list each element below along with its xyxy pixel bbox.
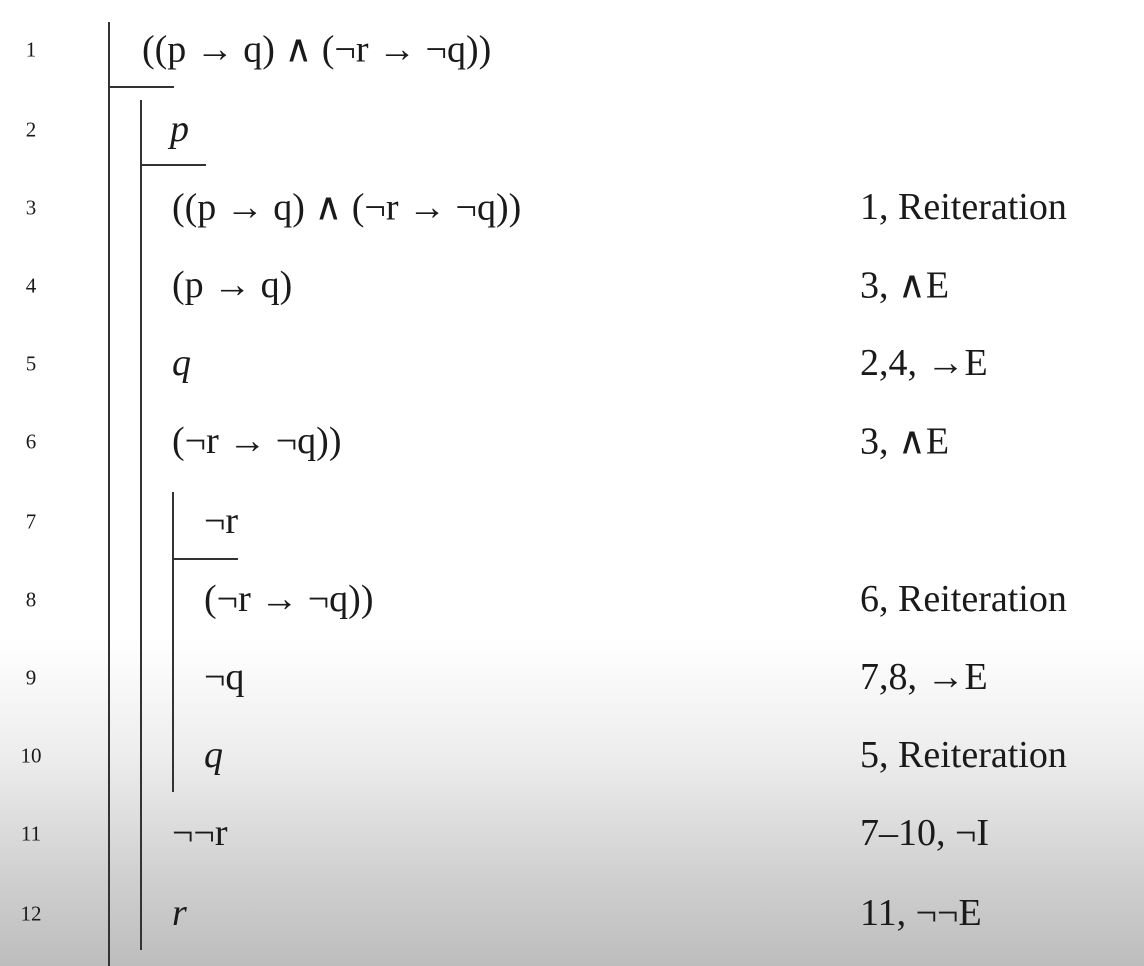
formula: r (172, 892, 187, 935)
assumption-not-r-underline (172, 558, 238, 560)
line-number: 2 (25, 117, 37, 142)
formula: ¬r (204, 500, 239, 543)
line-number: 5 (25, 351, 37, 376)
proof-line-6 (0, 412, 1144, 472)
formula: p (170, 108, 189, 151)
formula: q (204, 734, 223, 777)
proof-line-12 (0, 884, 1144, 944)
proof-line-11 (0, 804, 1144, 864)
justification: 3, ∧E (860, 420, 950, 463)
justification: 7–10, ¬I (860, 812, 990, 855)
assumption-p-underline (140, 164, 206, 166)
formula: ((p → q) ∧ (¬r → ¬q)) (172, 186, 522, 229)
line-number: 8 (25, 587, 37, 612)
justification: 5, Reiteration (860, 734, 1067, 777)
proof-line-10 (0, 726, 1144, 786)
premise-underline (108, 86, 174, 88)
proof-line-4 (0, 256, 1144, 316)
proof-line-7 (0, 492, 1144, 552)
formula: ¬¬r (172, 812, 228, 855)
justification: 1, Reiteration (860, 186, 1067, 229)
line-number: 10 (20, 743, 42, 768)
justification: 11, ¬¬E (860, 892, 982, 935)
line-number: 1 (25, 37, 37, 62)
line-number: 9 (25, 665, 37, 690)
formula: (p → q) (172, 264, 293, 307)
justification: 6, Reiteration (860, 578, 1067, 621)
formula: (¬r → ¬q)) (204, 578, 374, 621)
formula: ((p → q) ∧ (¬r → ¬q)) (142, 28, 492, 71)
formula: (¬r → ¬q)) (172, 420, 342, 463)
justification: 2,4, →E (860, 342, 988, 385)
justification: 7,8, →E (860, 656, 988, 699)
proof-line-9 (0, 648, 1144, 708)
line-number: 12 (20, 901, 42, 926)
formula: ¬q (204, 656, 245, 699)
proof-line-8 (0, 570, 1144, 630)
proof-line-5 (0, 334, 1144, 394)
proof-line-2 (0, 100, 1144, 160)
line-number: 7 (25, 509, 37, 534)
line-number: 11 (20, 821, 42, 846)
line-number: 3 (25, 195, 37, 220)
justification: 3, ∧E (860, 264, 950, 307)
proof-line-3 (0, 178, 1144, 238)
line-number: 6 (25, 429, 37, 454)
formula: q (172, 342, 191, 385)
line-number: 4 (25, 273, 37, 298)
proof-line-1 (0, 20, 1144, 80)
